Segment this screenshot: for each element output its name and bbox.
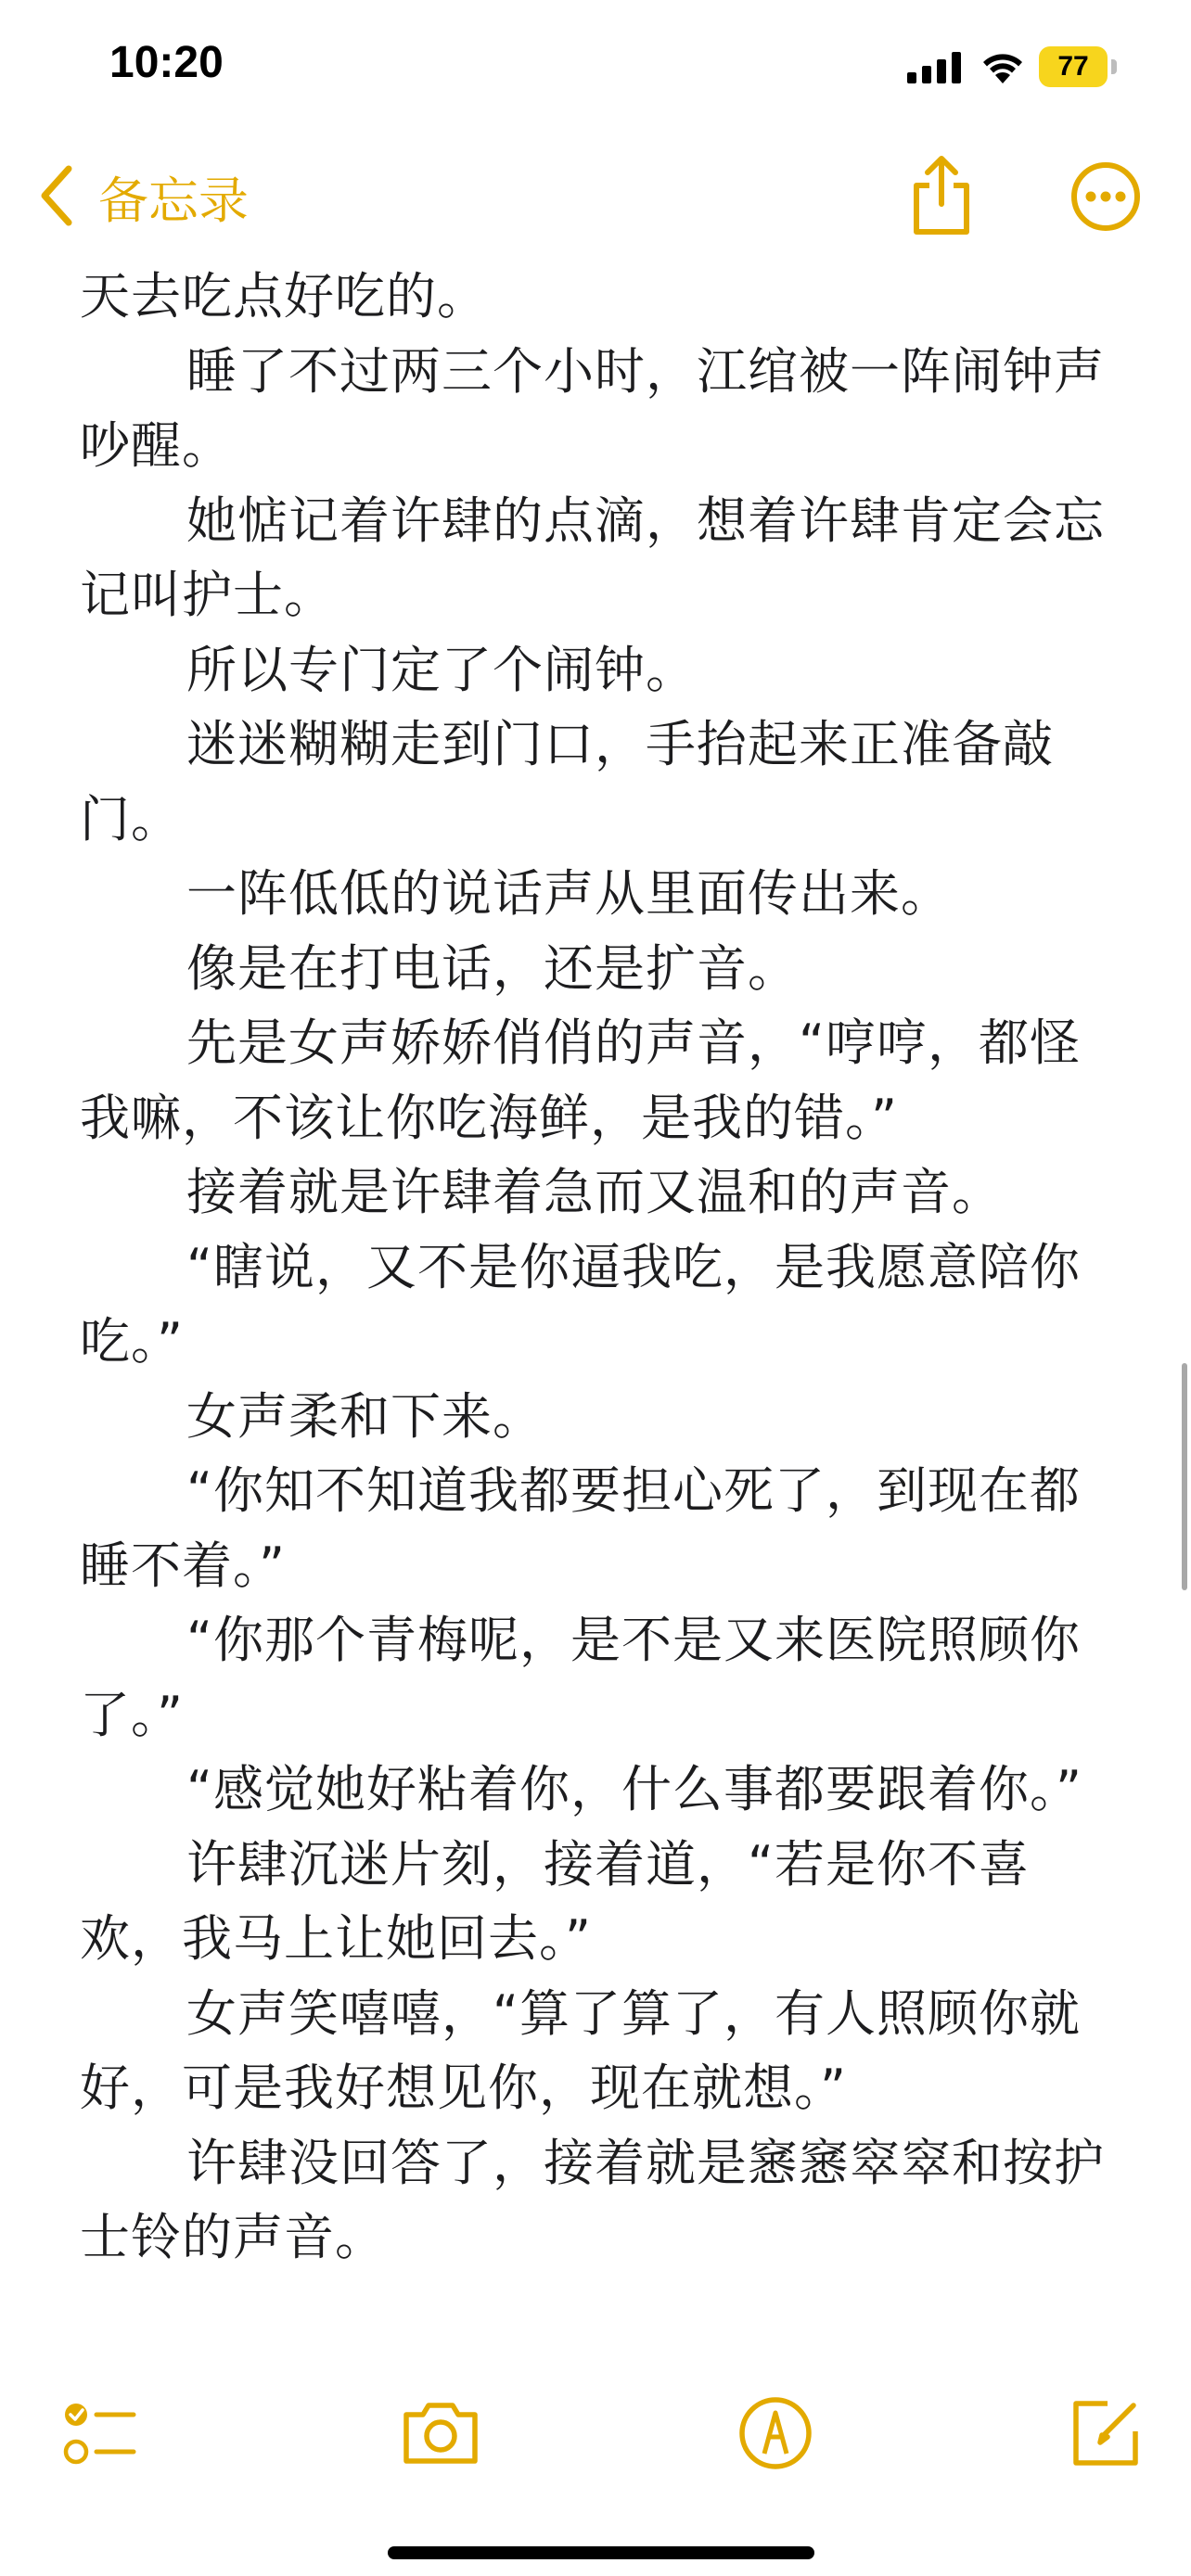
more-icon[interactable]: [1069, 159, 1143, 237]
note-paragraph: 接着就是许肆着急而又温和的声音。: [186, 1163, 1003, 1221]
note-paragraph: 迷迷糊糊走到门口，手抬起来正准备敲门。: [80, 715, 1054, 848]
note-paragraph: 女声笑嘻嘻，“算了算了，有人照顾你就好，可是我好想见你，现在就想。”: [80, 1983, 1081, 2117]
note-paragraph: 睡了不过两三个小时，江绾被一阵闹钟声吵醒。: [80, 341, 1105, 475]
note-paragraph: 所以专门定了个闹钟。: [186, 640, 697, 699]
checklist-icon[interactable]: [61, 2394, 139, 2476]
battery-level: 77: [1039, 46, 1108, 87]
markup-pen-icon[interactable]: [736, 2394, 814, 2476]
navigation-bar: [0, 139, 1191, 250]
bottom-toolbar: [0, 2374, 1191, 2494]
status-time: 10:20: [109, 38, 224, 87]
note-paragraph: 像是在打电话，还是扩音。: [186, 938, 799, 998]
note-body[interactable]: [80, 260, 1128, 2276]
note-paragraph: 许肆没回答了，接着就是窸窸窣窣和按护士铃的声音。: [80, 2133, 1105, 2266]
note-paragraph: 女声柔和下来。: [186, 1386, 544, 1446]
note-paragraph: “感觉她好粘着你，什么事都要跟着你。”: [186, 1760, 1082, 1818]
back-button[interactable]: 备忘录: [98, 172, 249, 230]
cellular-signal-icon: [907, 52, 963, 87]
share-icon[interactable]: [909, 152, 974, 241]
note-paragraph: 一阵低低的说话声从里面传出来。: [186, 864, 952, 923]
note-paragraph: 天去吃点好吃的。: [80, 267, 488, 325]
camera-icon[interactable]: [399, 2394, 482, 2476]
note-paragraph: “你那个青梅呢，是不是又来医院照顾你了。”: [80, 1611, 1081, 1744]
compose-icon[interactable]: [1067, 2394, 1145, 2476]
scroll-indicator[interactable]: [1182, 1363, 1187, 1590]
battery-cap: [1111, 59, 1117, 74]
home-indicator[interactable]: [388, 2546, 814, 2559]
chevron-left-icon[interactable]: [37, 163, 74, 232]
note-paragraph: “瞎说，又不是你逼我吃，是我愿意陪你吃。”: [80, 1237, 1081, 1371]
note-paragraph: 许肆沉迷片刻，接着道，“若是你不喜欢，我马上让她回去。”: [80, 1834, 1030, 1968]
note-paragraph: 她惦记着许肆的点滴，想着许肆肯定会忘记叫护士。: [80, 491, 1105, 624]
battery-indicator: [1039, 46, 1117, 87]
note-paragraph: 先是女声娇娇俏俏的声音，“哼哼，都怪我嘛，不该让你吃海鲜，是我的错。”: [80, 1014, 1081, 1147]
wifi-icon: [978, 48, 1028, 89]
status-bar: [0, 0, 1191, 139]
note-paragraph: “你知不知道我都要担心死了，到现在都睡不着。”: [80, 1461, 1081, 1595]
